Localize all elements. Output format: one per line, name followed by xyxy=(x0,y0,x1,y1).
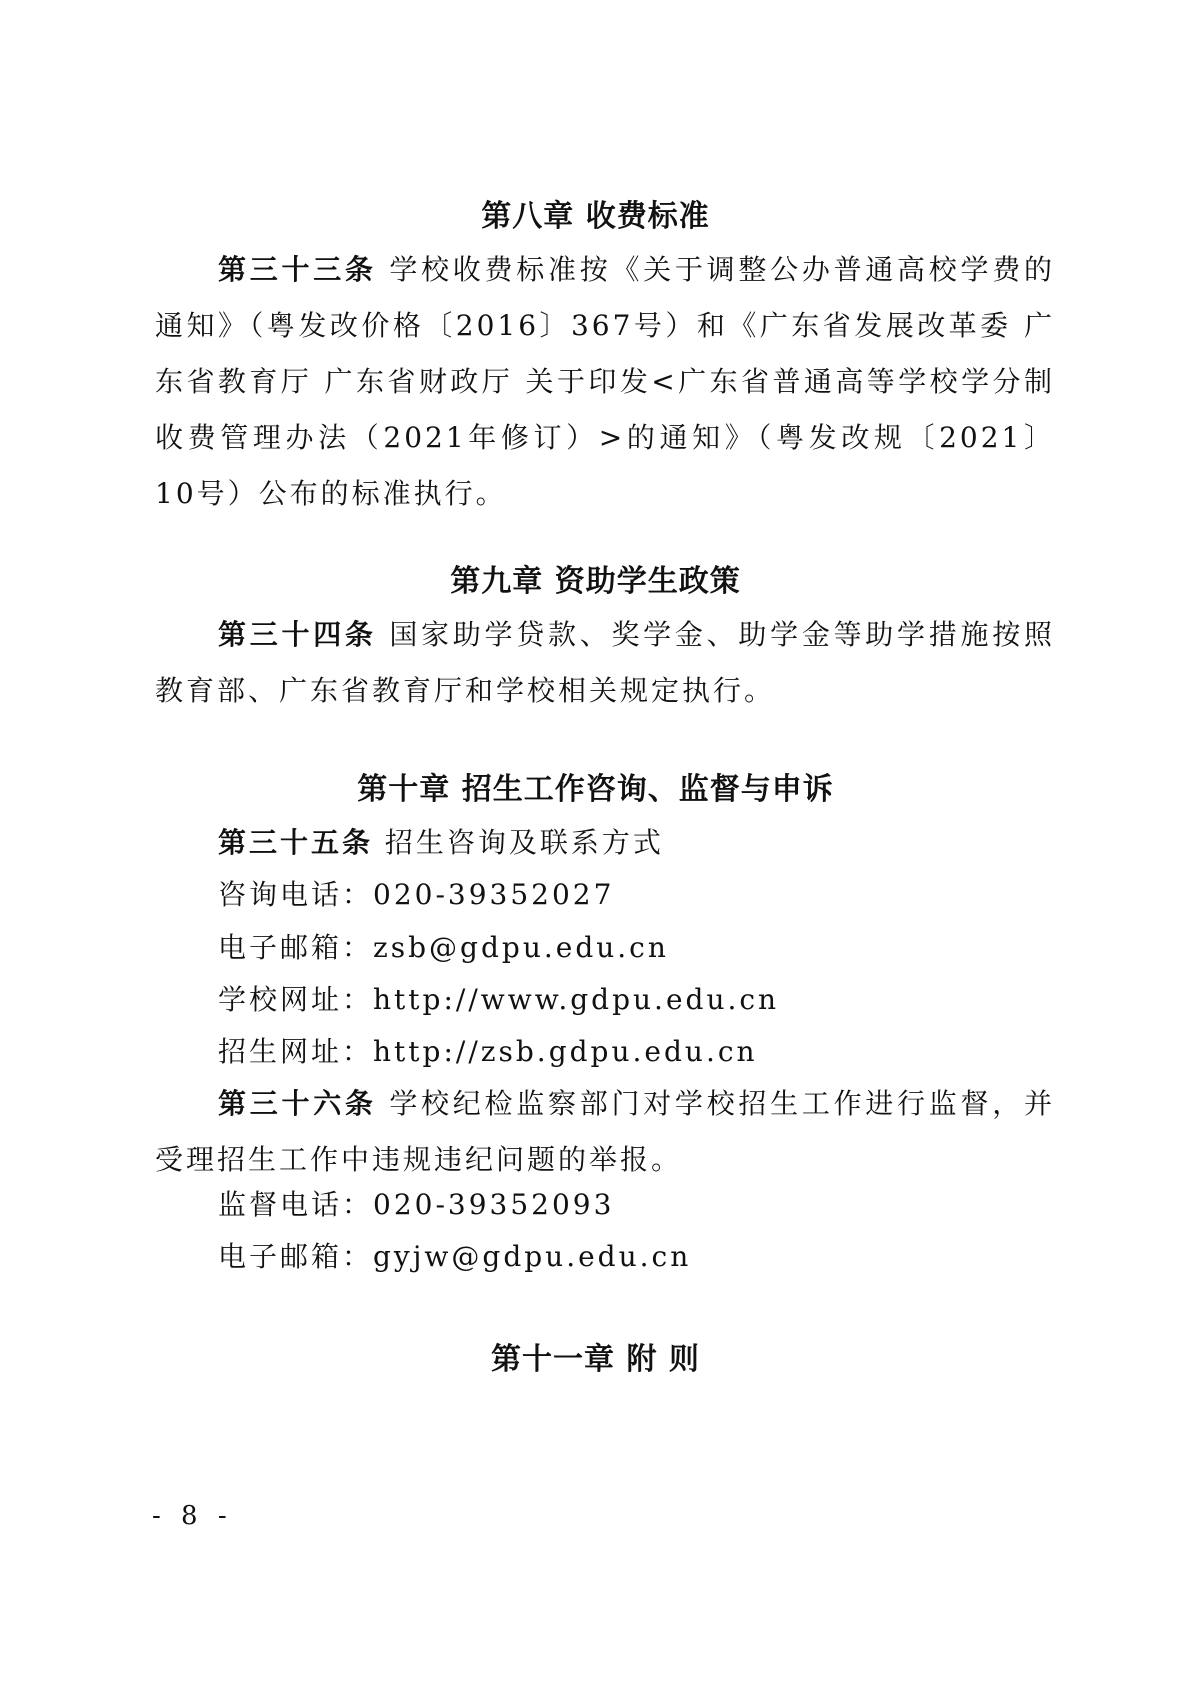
supervision-email: 电子邮箱：gyjw@gdpu.edu.cn xyxy=(218,1240,692,1273)
article-33-label: 第三十三条 xyxy=(218,253,377,286)
school-website: 学校网址：http://www.gdpu.edu.cn xyxy=(218,983,780,1016)
article-33 xyxy=(155,242,1055,522)
article-35 xyxy=(218,823,664,863)
admission-website: 招生网址：http://zsb.gdpu.edu.cn xyxy=(218,1035,758,1068)
spacer xyxy=(377,253,390,286)
article-34-text: 国家助学贷款、奖学金、助学金等助学措施按照教育部、广东省教育厅和学校相关规定执行。 xyxy=(155,618,1055,707)
article-35-text: 招生咨询及联系方式 xyxy=(384,826,664,859)
spacer xyxy=(373,826,385,859)
spacer xyxy=(377,1087,390,1120)
article-36 xyxy=(155,1076,1055,1188)
article-35-label: 第三十五条 xyxy=(218,826,374,859)
chapter-8-title: 第八章 收费标准 xyxy=(481,199,710,234)
admission-email: 电子邮箱：zsb@gdpu.edu.cn xyxy=(218,931,669,964)
consult-phone: 咨询电话：020-39352027 xyxy=(218,878,615,911)
article-36-label: 第三十六条 xyxy=(218,1087,377,1120)
article-33-text: 学校收费标准按《关于调整公办普通高校学费的通知》（粤发改价格〔2016〕367号）和《广东省发展改革委 广东省教育厅 广东省财政厅 关于印发<广东省普通高等学校学分制收费管理办法（2021年修订）>的通知》（粤发改规〔2021〕10号）公布的标准执行。 xyxy=(155,253,1055,510)
chapter-9-title: 第九章 资助学生政策 xyxy=(450,564,741,599)
spacer xyxy=(377,618,390,651)
article-36-text: 学校纪检监察部门对学校招生工作进行监督，并受理招生工作中违规违纪问题的举报。 xyxy=(155,1087,1055,1176)
page-number: - 8 - xyxy=(152,1501,233,1531)
chapter-10-title: 第十章 招生工作咨询、监督与申诉 xyxy=(357,772,834,807)
supervision-phone: 监督电话：020-39352093 xyxy=(218,1188,615,1221)
article-34 xyxy=(155,607,1055,719)
article-34-label: 第三十四条 xyxy=(218,618,377,651)
chapter-11-title: 第十一章 附 则 xyxy=(491,1342,700,1377)
